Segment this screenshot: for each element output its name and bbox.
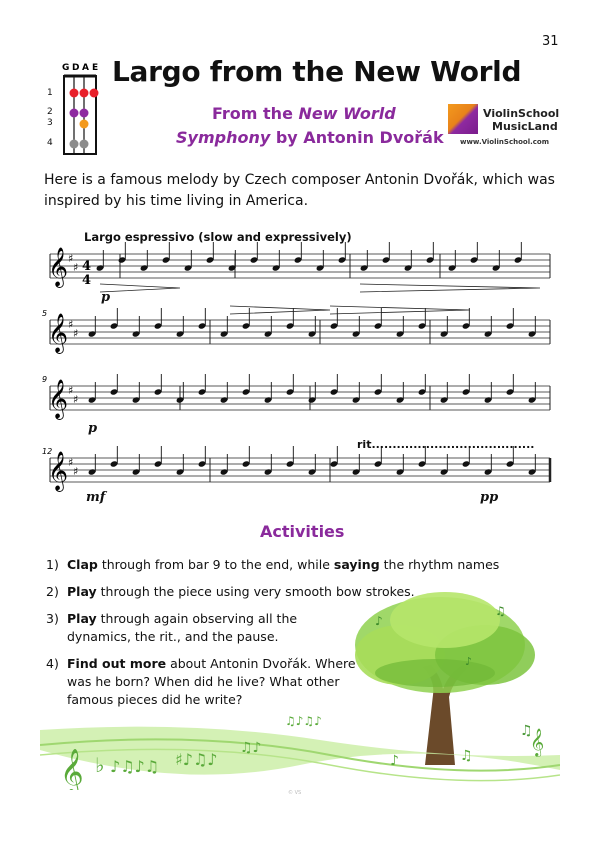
activity-number: 3): [46, 611, 59, 626]
violinschool-logo: [448, 104, 558, 146]
svg-text:♯: ♯: [68, 384, 74, 397]
svg-text:♪♫♪♫: ♪♫♪♫: [110, 757, 160, 776]
svg-text:♫: ♫: [520, 723, 533, 739]
logo-url: www.ViolinSchool.com: [460, 138, 550, 146]
svg-text:♪: ♪: [390, 753, 399, 769]
svg-text:♫♪: ♫♪: [240, 740, 262, 756]
finger-chart: [58, 60, 108, 159]
svg-text:♯: ♯: [68, 318, 74, 331]
string-label-e: E: [92, 63, 99, 73]
activity-number: 1): [46, 557, 59, 572]
activity-text: Play through the piece using very smooth bow strokes.: [67, 584, 415, 599]
intro-text: Here is a famous melody by Czech composer Antonin Dvořák, which was inspired by his time living in America.: [44, 172, 555, 209]
dynamic-p: p: [101, 290, 111, 305]
svg-text:♫♪♫♪: ♫♪♫♪: [285, 714, 322, 728]
svg-text:♪: ♪: [465, 655, 473, 668]
subtitle-composer: by Antonin Dvořák: [270, 128, 444, 147]
svg-text:♫: ♫: [460, 748, 473, 764]
svg-text:𝄞: 𝄞: [48, 451, 69, 491]
music-wave-decoration: [40, 700, 560, 794]
svg-text:♭: ♭: [95, 753, 105, 777]
svg-text:𝄞: 𝄞: [48, 313, 69, 353]
activities-heading: Activities: [260, 522, 345, 541]
rit-marking: rit.......................................: [357, 438, 535, 451]
svg-text:𝄞: 𝄞: [530, 728, 545, 756]
svg-text:♯♪♫♪: ♯♪♫♪: [175, 750, 218, 769]
svg-text:♯: ♯: [73, 327, 79, 340]
svg-text:♫: ♫: [495, 604, 506, 618]
logo-name-line1: ViolinSchool: [483, 107, 560, 120]
activity-text: Clap through from bar 9 to the end, while saying the rhythm names: [67, 557, 500, 572]
bar-number-9: 9: [42, 375, 48, 384]
svg-text:𝄞: 𝄞: [60, 749, 84, 790]
subtitle-symphony: Symphony: [176, 128, 271, 147]
string-label-d: D: [72, 63, 80, 73]
bar-number-12: 12: [42, 447, 53, 456]
time-sig-bottom: 4: [82, 273, 92, 288]
activity-text: Play through again observing all the dynamics, the rit., and the pause.: [67, 611, 298, 644]
svg-text:𝄞: 𝄞: [48, 379, 69, 419]
svg-text:♯: ♯: [68, 456, 74, 469]
svg-text:♯: ♯: [73, 465, 79, 478]
string-label-a: A: [82, 63, 89, 73]
time-sig-top: 4: [82, 259, 92, 274]
svg-text:♪: ♪: [375, 614, 383, 628]
tempo-marking: Largo espressivo (slow and expressively): [84, 230, 352, 244]
dynamic-pp: pp: [480, 490, 499, 505]
subtitle-line1: [212, 104, 396, 123]
page-title: Largo from the New World: [112, 55, 522, 88]
finger-label-1: 1: [47, 88, 53, 98]
subtitle-line2: [176, 128, 444, 147]
string-label-g: G: [62, 63, 70, 73]
bar-number-5: 5: [42, 309, 48, 318]
page-number: 31: [542, 34, 559, 49]
activity-number: 2): [46, 584, 59, 599]
activity-number: 4): [46, 656, 59, 671]
svg-text:♯: ♯: [73, 261, 79, 274]
dynamic-mf: mf: [86, 490, 106, 505]
footer-mark: © VS: [288, 790, 302, 796]
subtitle-prefix: From the: [212, 104, 299, 123]
logo-name-line2: MusicLand: [492, 120, 558, 133]
logo-mark-icon: [448, 104, 478, 134]
svg-text:𝄞: 𝄞: [48, 247, 69, 287]
dynamic-p: p: [88, 421, 98, 436]
sheet-music: [30, 240, 560, 504]
finger-label-2: 2: [47, 107, 53, 117]
subtitle-work: New World: [298, 104, 396, 123]
svg-text:♯: ♯: [73, 393, 79, 406]
svg-text:♯: ♯: [68, 252, 74, 265]
finger-label-3: 3: [47, 118, 53, 128]
activity-text: Find out more about Antonin Dvořák. Where was he born? When did he live? What other famous pieces did he write?: [67, 656, 356, 707]
finger-label-4: 4: [47, 138, 53, 148]
